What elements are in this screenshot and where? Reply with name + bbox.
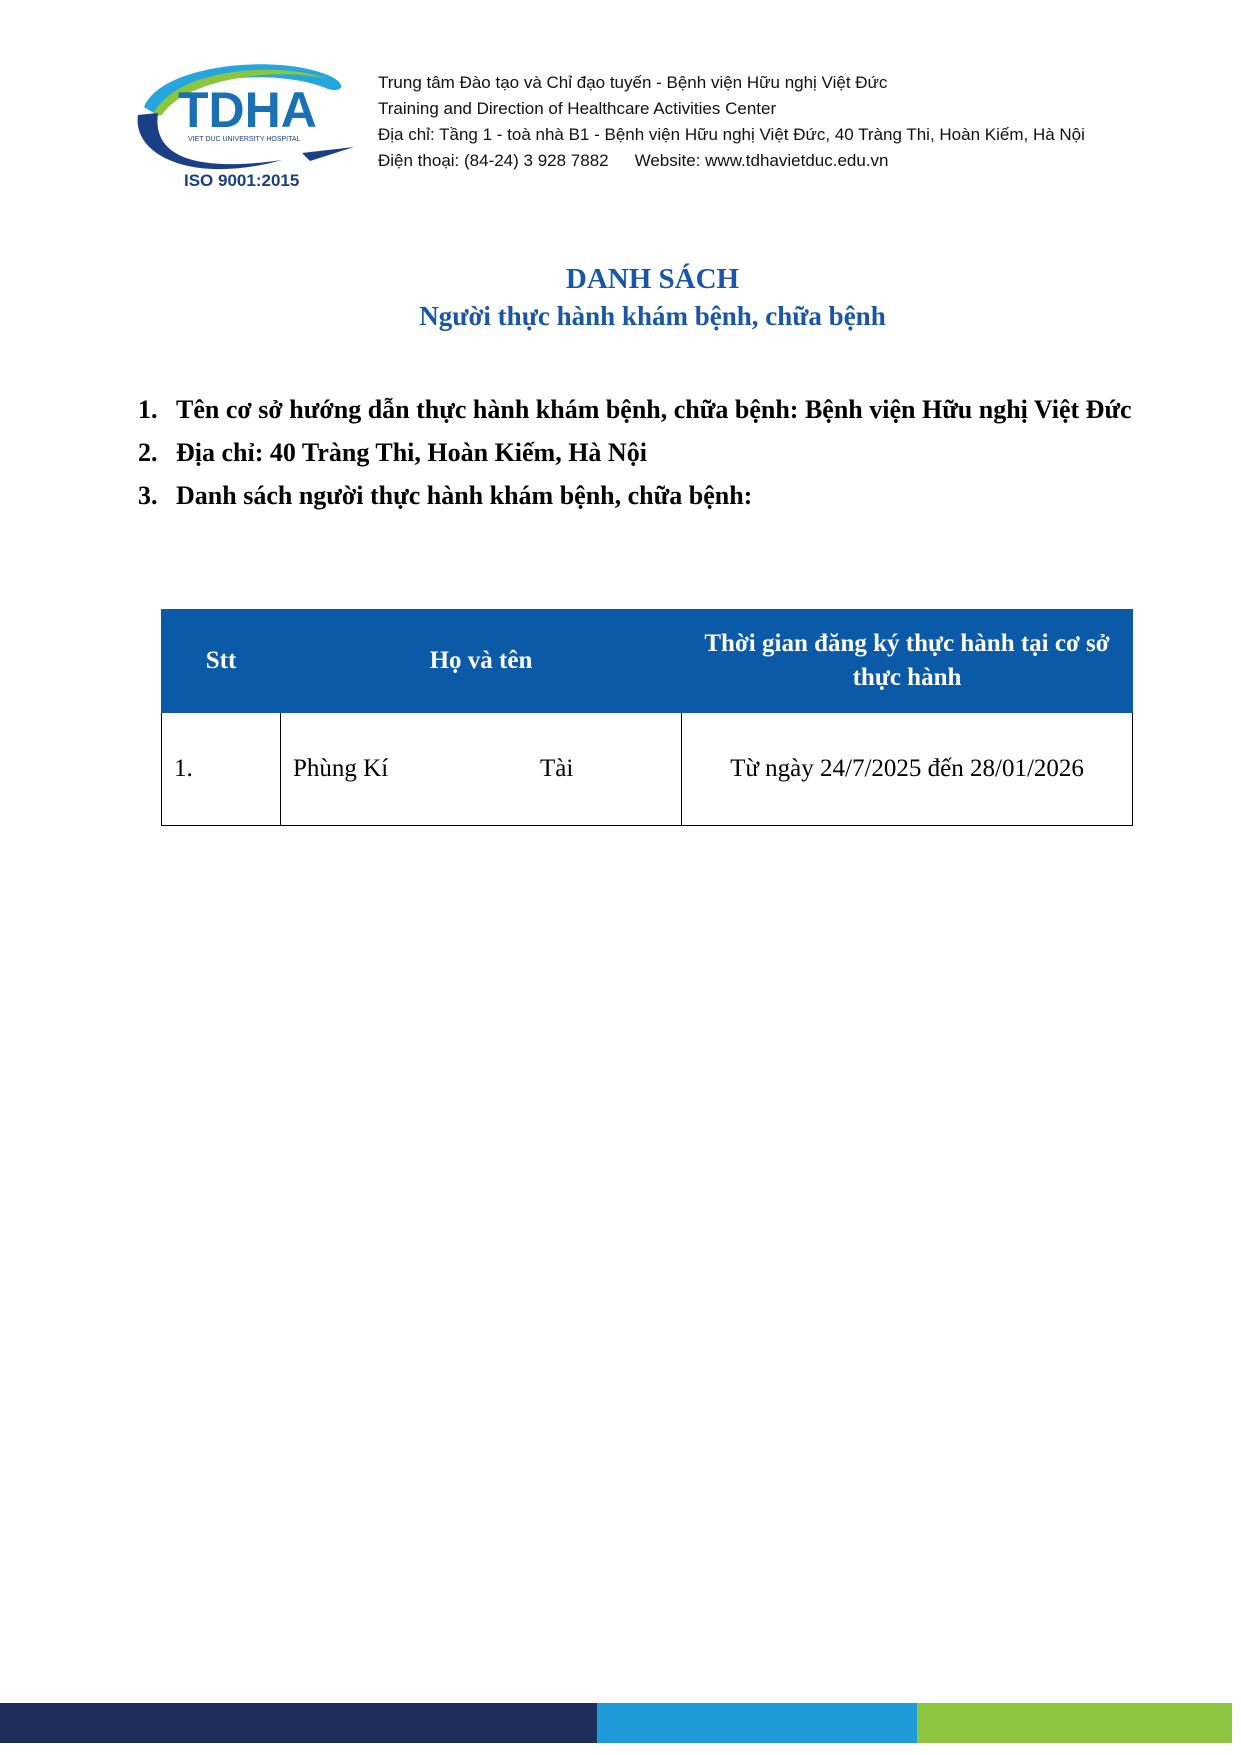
info-item-number: 3. [138, 481, 158, 510]
practitioner-table [161, 609, 1133, 826]
footer-segment-green [917, 1703, 1232, 1743]
document-subtitle: Người thực hành khám bệnh, chữa bệnh [419, 301, 886, 331]
info-list [138, 388, 1138, 517]
facility-address-text: Địa chỉ: 40 Tràng Thi, Hoàn Kiếm, Hà Nội [176, 438, 647, 467]
website-text: Website: www.tdhavietduc.edu.vn [634, 151, 889, 170]
family-name: Phùng Kí [293, 755, 389, 782]
logo-hospital-text: VIET DUC UNIVERSITY HOSPITAL [188, 136, 301, 143]
logo-text: TDHA [178, 82, 317, 138]
tdha-logo [132, 55, 362, 195]
document-title: DANH SÁCH [565, 263, 740, 295]
info-item [138, 388, 1138, 431]
footer-segment-navy [0, 1703, 597, 1743]
info-item-number: 1. [138, 395, 158, 424]
practitioner-list-heading: Danh sách người thực hành khám bệnh, chữa bệnh: [176, 481, 753, 510]
document-title-block [0, 262, 1241, 336]
cell-full-name [281, 713, 682, 826]
footer-color-bar [0, 1703, 1232, 1743]
center-name-en: Training and Direction of Healthcare Activities Center [378, 99, 777, 118]
center-address: Địa chỉ: Tầng 1 - toà nhà B1 - Bệnh viện Hữu nghị Việt Đức, 40 Tràng Thi, Hoàn Kiếm, Hà Nội [378, 125, 1085, 144]
facility-name-text: Tên cơ sở hướng dẫn thực hành khám bệnh, chữa bệnh: Bệnh viện Hữu nghị Việt Đức [176, 395, 1132, 424]
logo-wing-tip [302, 147, 354, 161]
contact-line [378, 148, 1085, 174]
header-info [378, 70, 1085, 174]
iso-label: ISO 9001:2015 [184, 171, 300, 190]
table-row [162, 713, 1133, 826]
info-item [138, 474, 1138, 517]
header-full-name: Họ và tên [281, 610, 682, 713]
info-item-number: 2. [138, 438, 158, 467]
center-name-vi: Trung tâm Đào tạo và Chỉ đạo tuyến - Bệnh viện Hữu nghị Việt Đức [378, 73, 888, 92]
info-item [138, 431, 1138, 474]
table-header-row [162, 610, 1133, 713]
footer-segment-blue [597, 1703, 917, 1743]
header-stt: Stt [162, 610, 281, 713]
cell-practice-period: Từ ngày 24/7/2025 đến 28/01/2026 [682, 713, 1133, 826]
header-practice-period: Thời gian đăng ký thực hành tại cơ sở thực hành [682, 610, 1133, 713]
phone-text: Điện thoại: (84-24) 3 928 7882 [378, 151, 609, 170]
cell-stt: 1. [162, 713, 281, 826]
given-name: Tài [540, 755, 574, 782]
